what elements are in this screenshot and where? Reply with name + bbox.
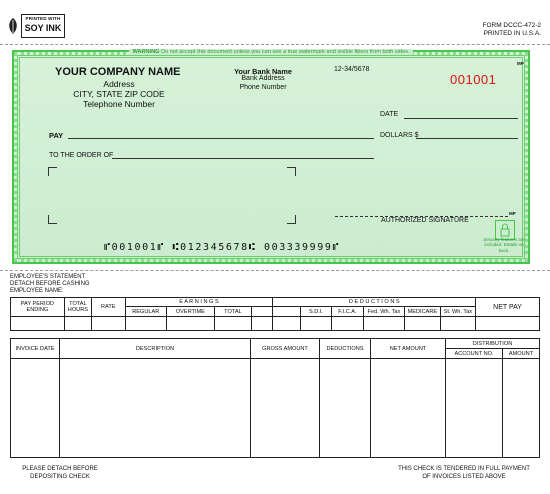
invoice-body-row bbox=[11, 359, 540, 458]
amount-words-line bbox=[68, 138, 374, 139]
cell bbox=[332, 317, 363, 331]
earnings-table bbox=[10, 297, 540, 331]
total-header: TOTAL bbox=[214, 307, 251, 317]
blank-deduction-header bbox=[273, 307, 300, 317]
cell bbox=[405, 317, 440, 331]
cell bbox=[167, 317, 215, 331]
total-hours-header: TOTAL HOURS bbox=[64, 298, 91, 317]
printed-in: PRINTED IN U.S.A. bbox=[483, 30, 541, 37]
fica-header: F.I.C.A. bbox=[332, 307, 363, 317]
company-phone: Telephone Number bbox=[83, 99, 155, 109]
warning-label: WARNING bbox=[132, 49, 160, 55]
gross-amount-header: GROSS AMOUNT bbox=[251, 339, 320, 359]
form-identifier bbox=[482, 22, 541, 38]
signature-label: AUTHORIZED SIGNATURE bbox=[381, 217, 469, 224]
footer-right: THIS CHECK IS TENDERED IN FULL PAYMENT OF INVOICES LISTED ABOVE bbox=[398, 466, 530, 480]
overtime-header: OVERTIME bbox=[167, 307, 215, 317]
soy-ink-badge bbox=[21, 14, 65, 38]
cell bbox=[363, 317, 405, 331]
cell bbox=[251, 359, 320, 458]
detach-note: DETACH BEFORE CASHING bbox=[10, 281, 90, 288]
order-label: TO THE ORDER OF bbox=[49, 152, 114, 159]
soy-leaf-icon bbox=[7, 17, 19, 35]
company-address: Address bbox=[103, 79, 135, 89]
distribution-header: DISTRIBUTION bbox=[446, 339, 540, 349]
earnings-group-header: E A R N I N G S bbox=[125, 298, 273, 307]
cell bbox=[125, 317, 167, 331]
payee-line bbox=[112, 158, 374, 159]
employee-name-label: EMPLOYEE NAME: bbox=[10, 288, 64, 295]
dollars-line bbox=[416, 138, 518, 139]
bank-phone: Phone Number bbox=[239, 84, 287, 91]
cell bbox=[252, 317, 273, 331]
pay-label: PAY bbox=[49, 131, 64, 140]
footer-left: PLEASE DETACH BEFORE DEPOSITING CHECK bbox=[22, 466, 98, 480]
cell bbox=[503, 359, 540, 458]
cell bbox=[446, 359, 503, 458]
cell bbox=[92, 317, 125, 331]
deductions-group-header: D E D U C T I O N S bbox=[273, 298, 476, 307]
company-name: YOUR COMPANY NAME bbox=[55, 66, 181, 78]
description-header: DESCRIPTION bbox=[60, 339, 251, 359]
check-number: 001001 bbox=[450, 72, 497, 87]
invoice-date-header: INVOICE DATE bbox=[11, 339, 60, 359]
pay-period-header: PAY PERIOD ENDING bbox=[11, 298, 65, 317]
sdi-header: S.D.I. bbox=[300, 307, 331, 317]
cell bbox=[300, 317, 331, 331]
rate-header: RATE bbox=[92, 298, 125, 317]
security-note: Security features are included. Details on back. bbox=[483, 237, 525, 253]
statement-title: EMPLOYEE'S STATEMENT bbox=[10, 274, 86, 280]
regular-header: REGULAR bbox=[125, 307, 167, 317]
earnings-row bbox=[11, 317, 540, 331]
cell bbox=[11, 359, 60, 458]
bank-address: Bank Address bbox=[241, 75, 285, 82]
earnings-blank-header bbox=[252, 307, 273, 317]
cell bbox=[64, 317, 91, 331]
cell bbox=[11, 317, 65, 331]
amount-header: AMOUNT bbox=[503, 349, 540, 359]
address-window-corner-tr bbox=[287, 167, 296, 176]
bank-name: Your Bank Name bbox=[234, 67, 292, 76]
net-pay-header: NET PAY bbox=[476, 298, 540, 317]
mp-mark: MP bbox=[517, 61, 524, 66]
deductions-header: DEDUCTIONS bbox=[320, 339, 371, 359]
form-number: FORM DCCC-472-2 bbox=[482, 22, 541, 29]
st-wh-tax-header: St. Wh. Tax bbox=[440, 307, 475, 317]
cell bbox=[476, 317, 540, 331]
dollars-label: DOLLARS $ bbox=[380, 132, 419, 139]
cell bbox=[371, 359, 446, 458]
routing-fraction: 12-34/5678 bbox=[334, 66, 370, 73]
address-window-corner-tl bbox=[48, 167, 57, 176]
cell bbox=[60, 359, 251, 458]
warning-banner bbox=[12, 49, 530, 55]
soy-ink-top-text: PRINTED WITH bbox=[25, 16, 61, 21]
cell bbox=[320, 359, 371, 458]
net-amount-header: NET AMOUNT bbox=[371, 339, 446, 359]
perforation-top bbox=[0, 44, 550, 45]
date-line bbox=[404, 118, 518, 119]
fed-wh-tax-header: Fed. Wh. Tax bbox=[363, 307, 405, 317]
statement-header bbox=[10, 274, 90, 296]
perforation-middle bbox=[0, 270, 550, 271]
mp-mark-signature: MP bbox=[509, 211, 516, 216]
invoice-table bbox=[10, 338, 540, 458]
warning-text: Do not accept this document unless you can see a true watermark and visible fibers from both sides. bbox=[161, 49, 410, 55]
check bbox=[12, 50, 530, 264]
date-label: DATE bbox=[380, 111, 399, 118]
micr-line: ⑈001001⑈ ⑆012345678⑆ 003339999⑈ bbox=[104, 242, 341, 253]
company-city-state-zip: CITY, STATE ZIP CODE bbox=[73, 89, 165, 99]
address-window-corner-bl bbox=[48, 215, 57, 224]
soy-ink-logo bbox=[7, 14, 64, 38]
account-no-header: ACCOUNT NO. bbox=[446, 349, 503, 359]
soy-ink-main-text: SOY INK bbox=[24, 23, 62, 33]
cell bbox=[440, 317, 475, 331]
address-window-corner-br bbox=[287, 215, 296, 224]
medicare-header: MEDICARE bbox=[405, 307, 440, 317]
cell bbox=[214, 317, 251, 331]
cell bbox=[273, 317, 300, 331]
